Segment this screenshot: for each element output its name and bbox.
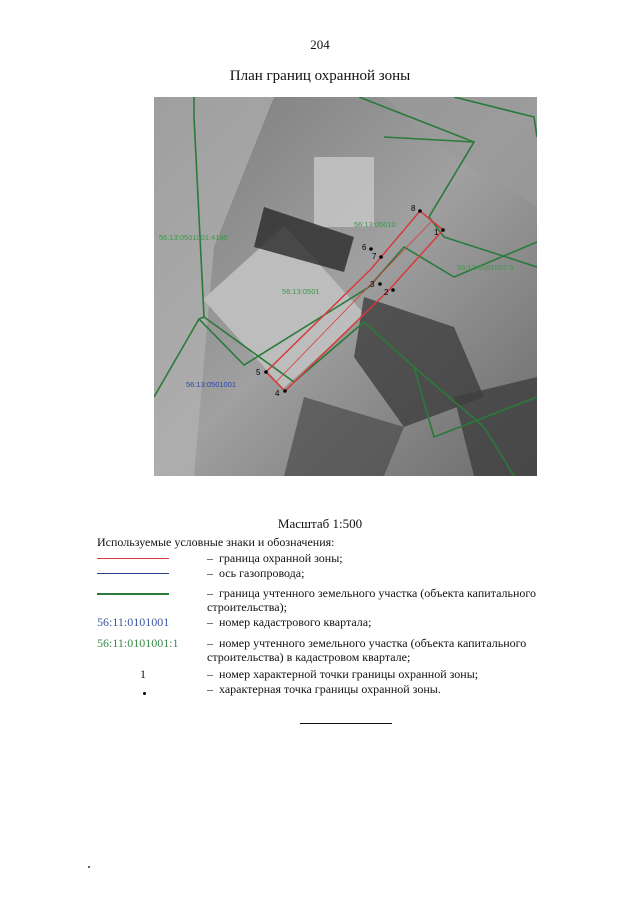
legend-item-parcel-number: 56:11:0101001:1 – номер учтенного земельного участка (объекта капитального строительства) в кадастровом квартале; — [97, 636, 527, 664]
point-label-5: 5 — [256, 368, 261, 377]
bottom-rule — [300, 723, 392, 724]
legend-text: граница охранной зоны; — [219, 551, 343, 565]
point-label-2: 2 — [384, 288, 389, 297]
legend-text: характерная точка границы охранной зоны. — [219, 682, 441, 696]
legend-text: номер характерной точки границы охранной зоны; — [219, 667, 479, 681]
legend-symbol-point-number: 1 — [140, 667, 146, 681]
point-label-8: 8 — [411, 204, 416, 213]
legend-item-quarter-number: 56:11:0101001 – номер кадастрового квартала; — [97, 615, 372, 629]
legend-symbol-dot — [143, 692, 146, 695]
scan-speck — [88, 866, 90, 868]
point-marker-7 — [379, 255, 383, 259]
legend-symbol-green-line — [97, 586, 207, 600]
point-label-4: 4 — [275, 389, 280, 398]
point-label-6: 6 — [362, 243, 367, 252]
legend-text: номер кадастрового квартала; — [219, 615, 372, 629]
legend-symbol-blue-line — [97, 566, 207, 580]
quarter-label: 56:13:0501001 — [186, 380, 237, 389]
point-marker-8 — [418, 209, 422, 213]
map-scale: Масштаб 1:500 — [277, 516, 363, 531]
point-label-3: 3 — [370, 280, 375, 289]
cadastral-map — [154, 97, 537, 476]
point-marker-3 — [378, 282, 382, 286]
building-roof — [314, 157, 374, 227]
legend-item-parcel-boundary: – граница учтенного земельного участка (объекта капитального строительства); — [97, 586, 577, 616]
point-label-1: 1 — [434, 228, 439, 237]
legend-symbol-red-line — [97, 551, 207, 565]
legend-text: граница учтенного земельного участка (объекта капитального строительства); — [207, 586, 537, 614]
legend-item-zone-boundary: – граница охранной зоны; — [97, 551, 577, 571]
legend-item-point-marker: – характерная точка границы охранной зоны. — [97, 682, 577, 702]
legend-heading: Используемые условные знаки и обозначения: — [97, 535, 335, 549]
point-marker-4 — [283, 389, 287, 393]
legend-text: ось газопровода; — [219, 566, 305, 580]
point-marker-2 — [391, 288, 395, 292]
legend-symbol-parcel-number: 56:11:0101001:1 — [97, 636, 179, 650]
page-title: План границ охранной зоны — [229, 68, 411, 84]
legend-text: номер учтенного земельного участка (объекта капитального строительства) в кадастровом квартале; — [207, 636, 527, 664]
parcel-label-center: 56:13:0501 — [282, 287, 320, 296]
legend-symbol-quarter-number: 56:11:0101001 — [97, 615, 170, 629]
parcel-label-top: 56:13:05010 — [354, 220, 396, 229]
point-marker-5 — [264, 370, 268, 374]
map-canvas — [154, 97, 537, 476]
page-number: 204 — [310, 37, 330, 52]
parcel-label-4195: 56:13:0501001:4195 — [159, 233, 228, 242]
point-label-7: 7 — [372, 252, 377, 261]
point-marker-6 — [369, 247, 373, 251]
legend-item-gas-axis: – ось газопровода; — [97, 566, 577, 586]
parcel-label-right: 56:13:0501001:5 — [457, 263, 514, 272]
point-marker-1 — [441, 228, 445, 232]
legend-item-point-number: 1 – номер характерной точки границы охранной зоны; — [140, 667, 479, 681]
